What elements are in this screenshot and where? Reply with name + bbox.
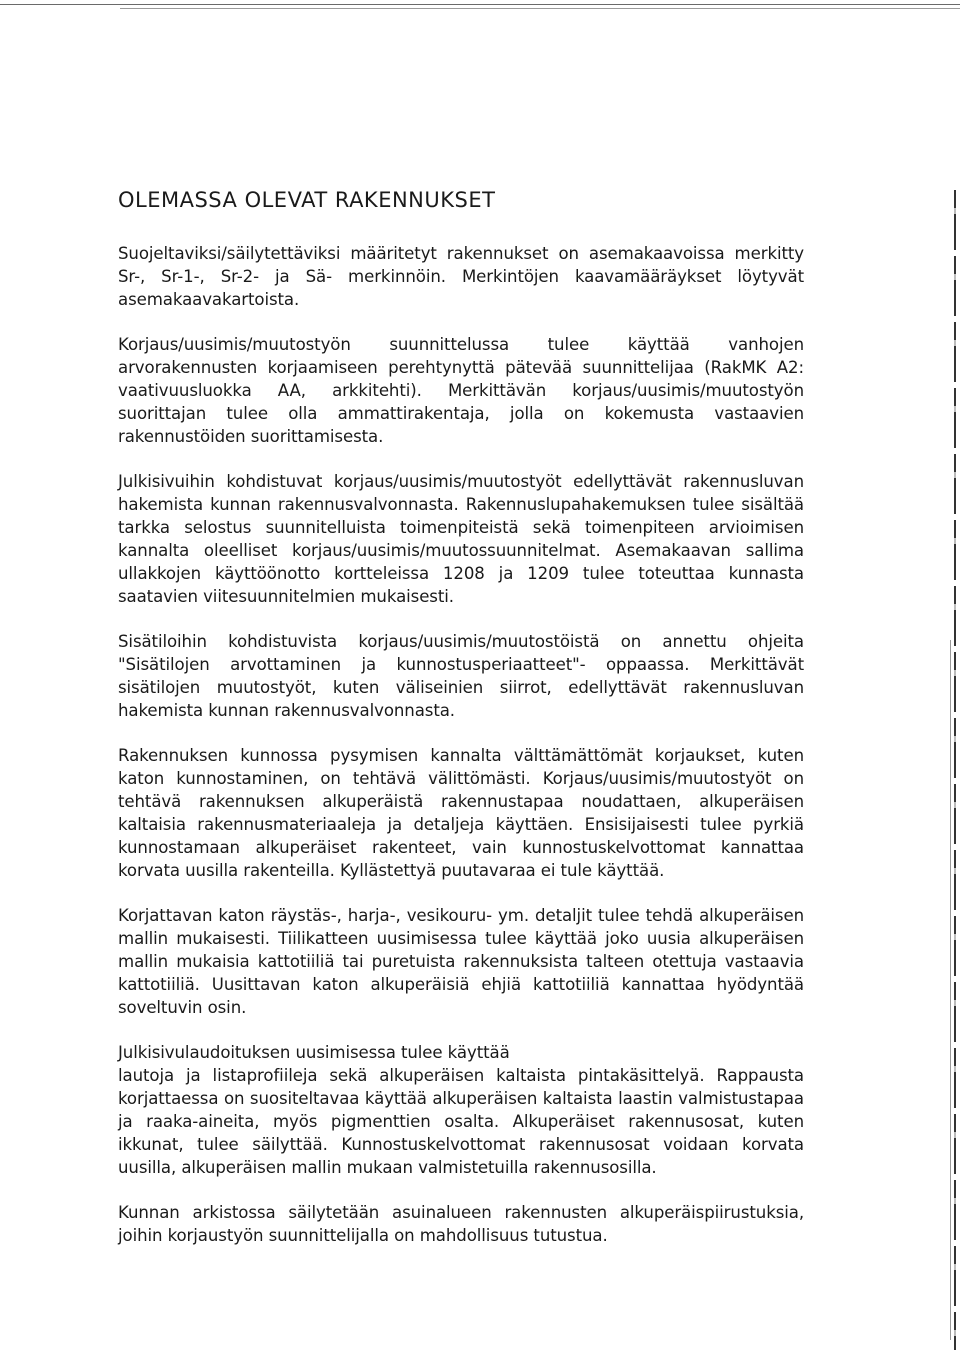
paragraph-facade-permits: Julkisivuihin kohdistuvat korjaus/uusimis/muutostyöt edellyttävät rakennusluvan hakemista kunnan rakennusvalvonnasta. Rakennuslupahakemuksen tulee sisältää tarkka selostus suunnitelluista toimenpiteistä sekä toimenpiteen arvioimisen kannalta oleelliset korjaus/uusimis/muutossuunnitelmat. Asemakaavan sallima ullakkojen käyttöönotto kortteleissa 1208 ja 1209 tulee toteuttaa kunnasta saatavien viitesuunnitelmien mukaisesti. xyxy=(118,472,804,606)
paragraph-cladding-intro: Julkisivulaudoituksen uusimisessa tulee käyttää xyxy=(118,1043,510,1062)
paragraph-archive-drawings: Kunnan arkistossa säilytetään asuinalueen rakennusten alkuperäispiirustuksia, joihin korjaustyön suunnittelijalla on mahdollisuus tutustua. xyxy=(118,1203,804,1245)
scan-edge-top-secondary xyxy=(120,8,960,9)
paragraph-cladding-plaster: lautoja ja listaprofiileja sekä alkuperäisen kaltaista pintakäsittelyä. Rappausta korjattaessa on suositeltavaa käyttää alkuperäisen kaltaista laastin valmistustapaa ja raaka-aineita, myös pigmenttien osalta. Alkuperäiset rakennusosat, kuten ikkunat, tulee säilyttää. Kunnostuskelvottomat rakennusosat voidaan korvata uusilla, alkuperäisen mallin mukaan valmistetuilla rakennusosilla. xyxy=(118,1066,804,1177)
paragraph-protected-buildings: Suojeltaviksi/säilytettäviksi määritetyt rakennukset on asemakaavoissa merkitty Sr-, Sr-1-, Sr-2- ja Sä- merkinnöin. Merkintöjen kaavamääräykset löytyvät asemakaavakartoista. xyxy=(118,244,804,309)
paragraph-designer-requirements: Korjaus/uusimis/muutostyön suunnittelussa tulee käyttää vanhojen arvorakennusten korjaamiseen perehtynyttä pätevää suunnittelijaa (RakMK A2: vaativuusluokka AA, arkkitehti). Merkittävän korjaus/uusimis/muutostyön suorittajan tulee olla ammattirakentaja, jolla on kokemusta vastaavien rakennustöiden suorittamisesta. xyxy=(118,335,804,446)
document-page xyxy=(118,186,804,1269)
paragraph-roof-details: Korjattavan katon räystäs-, harja-, vesikouru- ym. detaljit tulee tehdä alkuperäisen mallin mukaisesti. Tiilikatteen uusimisessa tulee käyttää joko uusia alkuperäisen mallin mukaisia kattotiiliä tai puretuista rakennuksista talteen otettuja vastaavia kattotiiliä. Uusittavan katon alkuperäisiä ehjiä kattotiiliä kannattaa hyödyntää soveltuvin osin. xyxy=(118,906,804,1017)
scan-edge-right-secondary xyxy=(950,640,951,1340)
paragraph-repair-principles: Rakennuksen kunnossa pysymisen kannalta välttämättömät korjaukset, kuten katon kunnostaminen, on tehtävä välittömästi. Korjaus/uusimis/muutostyöt on tehtävä rakennuksen alkuperäistä rakennustapaa noudattaen, alkuperäisen kaltaisia rakennusmateriaaleja ja detaljeja käyttäen. Ensisijaisesti tulee pyrkiä kunnostamaan alkuperäiset rakenteet, vain kunnostuskelvottomat kannattaa korvata uusilla rakenteilla. Kyllästettyä puutavaraa ei tule käyttää. xyxy=(118,746,804,880)
scan-edge-right xyxy=(954,190,956,1350)
paragraph-interior-works: Sisätiloihin kohdistuvista korjaus/uusimis/muutostöistä on annettu ohjeita "Sisätilojen arvottaminen ja kunnostusperiaatteet"- oppaassa. Merkittävät sisätilojen muutostyöt, kuten väliseinien siirrot, edellyttävät rakennusluvan hakemista kunnan rakennusvalvonnasta. xyxy=(118,632,804,720)
scan-edge-top xyxy=(0,4,960,5)
page-title: OLEMASSA OLEVAT RAKENNUKSET xyxy=(118,188,496,212)
